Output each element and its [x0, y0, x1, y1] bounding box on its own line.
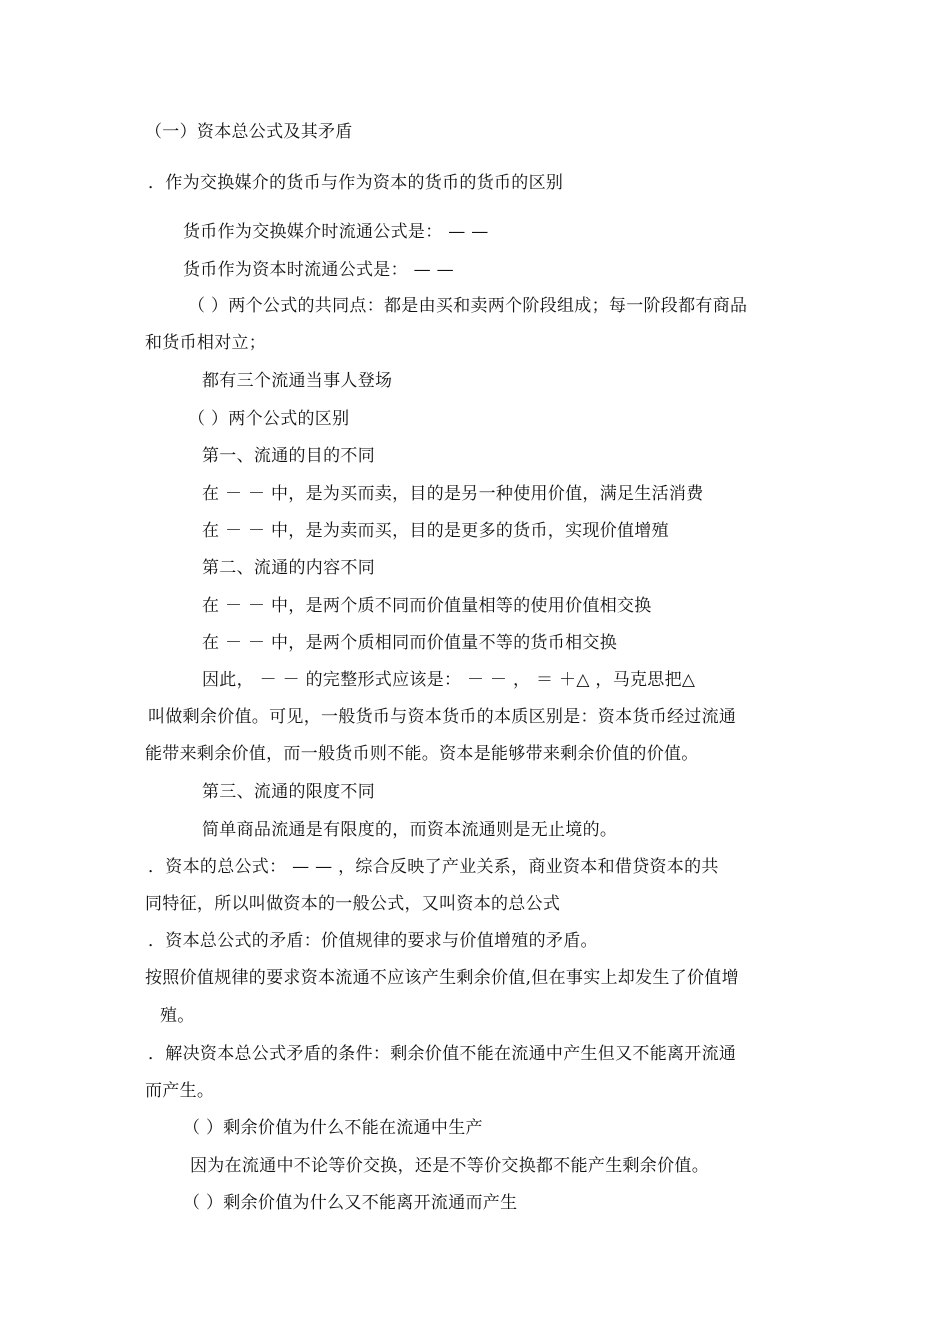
- item-heading: ．资本的总公式： — — ，综合反映了产业关系，商业资本和借贷资本的共: [148, 857, 719, 877]
- text-line: （ ）两个公式的区别: [188, 409, 350, 429]
- text-line: 在 － － 中，是两个质不同而价值量相等的使用价值相交换: [202, 596, 652, 616]
- text-line: 在 － － 中，是为买而卖，目的是另一种使用价值，满足生活消费: [202, 484, 704, 504]
- text-line: （ ）剩余价值为什么又不能离开流通而产生: [183, 1193, 518, 1213]
- item-heading: ．作为交换媒介的货币与作为资本的货币的货币的区别: [148, 173, 564, 193]
- text-line: 叫做剩余价值。可见，一般货币与资本货币的本质区别是：资本货币经过流通: [148, 707, 737, 727]
- text-line: 和货币相对立；: [145, 333, 267, 353]
- text-line: 按照价值规律的要求资本流通不应该产生剩余价值,但在事实上却发生了价值增: [145, 968, 739, 988]
- section-heading: （一）资本总公式及其矛盾: [145, 122, 353, 142]
- text-line: 货币作为交换媒介时流通公式是： — —: [183, 222, 489, 242]
- text-line: 在 － － 中，是两个质相同而价值量不等的货币相交换: [202, 633, 618, 653]
- item-heading: ．资本总公式的矛盾：价值规律的要求与价值增殖的矛盾。: [148, 931, 598, 951]
- text-line: 都有三个流通当事人登场: [202, 371, 393, 391]
- item-heading: ．解决资本总公式矛盾的条件：剩余价值不能在流通中产生但又不能离开流通: [148, 1044, 737, 1064]
- text-line: 同特征，所以叫做资本的一般公式，又叫资本的总公式: [145, 894, 561, 914]
- text-line: 因为在流通中不论等价交换，还是不等价交换都不能产生剩余价值。: [190, 1156, 709, 1176]
- subheading: 第三、流通的限度不同: [202, 782, 375, 802]
- text-line: （ ）两个公式的共同点：都是由买和卖两个阶段组成；每一阶段都有商品: [188, 296, 748, 316]
- text-line: 而产生。: [145, 1081, 215, 1101]
- text-line: 因此， － － 的完整形式应该是： － － ， ＝ ＋△ ，马克思把△: [202, 670, 696, 690]
- text-line: 简单商品流通是有限度的，而资本流通则是无止境的。: [202, 820, 618, 840]
- text-line: 能带来剩余价值，而一般货币则不能。资本是能够带来剩余价值的价值。: [145, 744, 699, 764]
- subheading: 第二、流通的内容不同: [202, 558, 375, 578]
- text-line: 在 － － 中，是为卖而买，目的是更多的货币，实现价值增殖: [202, 521, 669, 541]
- text-line: 货币作为资本时流通公式是： — —: [183, 260, 454, 280]
- text-line: 殖。: [160, 1006, 195, 1026]
- subheading: 第一、流通的目的不同: [202, 446, 375, 466]
- text-line: （ ）剩余价值为什么不能在流通中生产: [183, 1118, 483, 1138]
